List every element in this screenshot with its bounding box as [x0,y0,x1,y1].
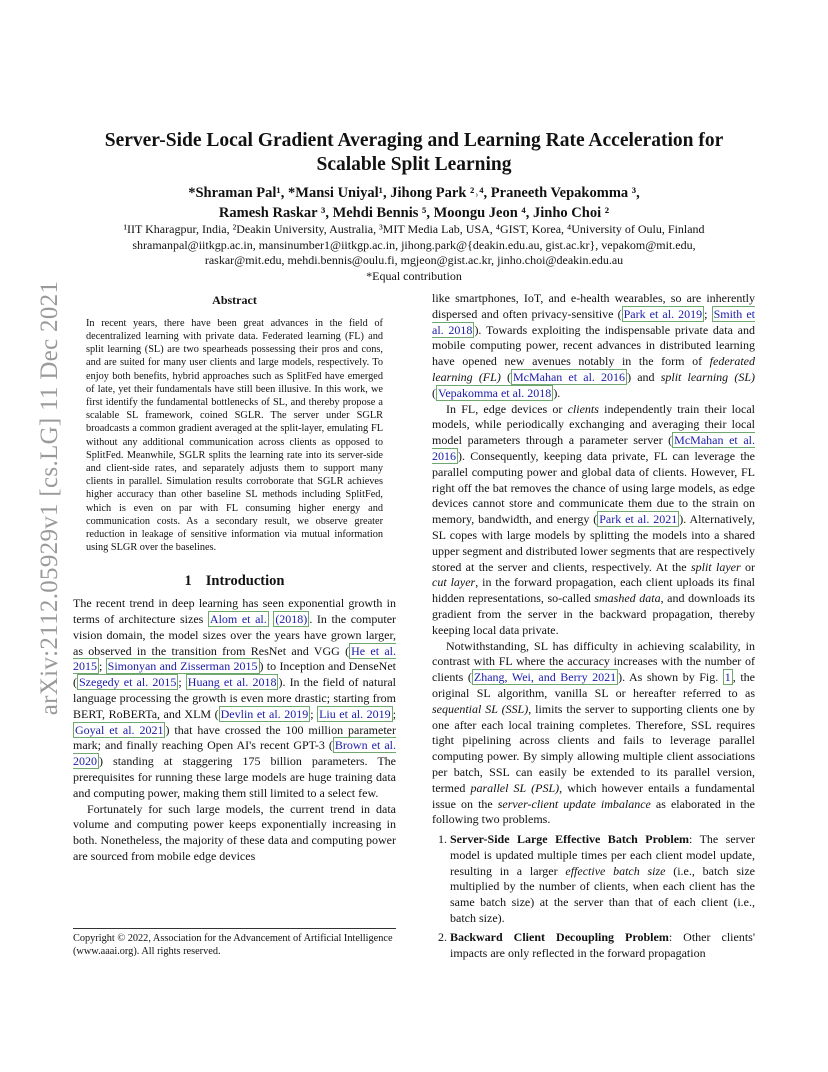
left-column [73,293,396,865]
email-line: raskar@mit.edu, mehdi.bennis@oulu.fi, mgjeon@gist.ac.kr, jinho.choi@deakin.edu.au [204,253,624,267]
body-paragraph: Notwithstanding, SL has difficulty in achieving scalability, in contrast with FL where the accuracy increases with the number of clients ( Zhang, Wei, and Berry 2021 ). As shown by Fig. 1 , the original SL algorithm, vanilla SL or hereafter referred to as sequential SL (SSL), limits the server to supporting clients one by one after each local training completes. Therefore, SSL requires tight pipelining across clients and fails to leverage parallel computing power. By simply allowing multiple client associations per batch, SSL can easily be extended to its parallel version, termed parallel SL (PSL), which however entails a fundamental issue on the server-client update imbalance as elaborated in the following two problems. [432,638,755,827]
affiliation-line: ¹IIT Kharagpur, India, ²Deakin University, Australia, ³MIT Media Lab, USA, ⁴GIST, Korea, ⁴University of Oulu, Finland [123,222,705,236]
list-item: 2. Backward Client Decoupling Problem: Other clients' impacts are only reflected in the forward propagation [450,930,755,962]
citation-link[interactable]: Huang et al. 2018 [187,675,277,690]
citation-link[interactable]: Park et al. 2021 [599,512,678,527]
intro-paragraph: The recent trend in deep learning has seen exponential growth in terms of architecture sizes Alom et al. (2018) . In the computer vision domain, the model sizes over the years have grown larger, as observed in the transition from ResNet and VGG ( He et al. 2015 ; Simonyan and Zisserman 2015 ) to Inception and DenseNet ( Szegedy et al. 2015 ; Huang et al. 2018 ). In the field of natural language processing the growth is even more drastic; starting from BERT, RoBERTa, and XLM ( Devlin et al. 2019 ; Liu et al. 2019 ; Goyal et al. 2021 ) that have crossed the 100 million parameter mark; and finally reaching Open AI's recent GPT-3 ( Brown et al. 2020 ) standing at staggering 175 billion parameters. The prerequisites for running these large models are huge training data and computing power, making them still limited to a select few. [73,596,397,800]
author-list [0,183,828,223]
right-column [432,291,755,964]
citation-link[interactable]: He et al. 2015 [73,643,396,674]
citation-link[interactable]: McMahan et al. 2016 [432,433,756,463]
body-paragraph: like smartphones, IoT, and e-health wearables, so are inherently dispersed and often privacy-sensitive ( Park et al. 2019 ; Smith et al. 2018 ). Towards exploiting the indispensable private data and mobile computing power, recent advances in distributed learning have opened new avenues notably in the form of federated learning (FL) ( McMahan et al. 2016 ) and split learning (SL) ( Vepakomma et al. 2018 ). [432,291,755,400]
citation-link[interactable]: Smith et al. 2018 [432,306,755,337]
citation-link[interactable]: Brown et al. 2020 [73,738,396,769]
copyright-footnote: Copyright © 2022, Association for the Advancement of Artificial Intelligence (www.aaai.org). All rights reserved. [73,928,396,958]
citation-link[interactable]: McMahan et al. 2016 [512,369,626,384]
title-line: Scalable Split Learning [316,154,512,175]
abstract-heading: Abstract [212,293,257,307]
citation-link[interactable]: Liu et al. 2019 [319,706,391,721]
citation-link[interactable]: Goyal et al. 2021 [75,722,164,737]
authors-line: Ramesh Raskar ³, Mehdi Bennis ⁵, Moongu Jeon ⁴, Jinho Choi ² [218,205,610,221]
intro-paragraph: Fortunately for such large models, the current trend in data volume and computing power keeps exponentially increasing in both. Nonetheless, the majority of these data and computing power are sourced from mobile edge devices [73,801,396,863]
citation-link[interactable]: Zhang, Wei, and Berry 2021 [473,670,617,685]
list-item: 1. Server-Side Large Effective Batch Problem: The server model is updated multiple times per each client model update, resulting in a larger effective batch size (i.e., batch size multiplied by the number of clients, when each client has the same batch size) at the server than that of each client (i.e., batch size). [450,832,755,927]
citation-link[interactable]: Devlin et al. 2019 [220,706,309,721]
citation-link[interactable]: Simonyan and Zisserman 2015 [107,659,258,674]
authors-line: *Shraman Pal¹, *Mansi Uniyal¹, Jihong Park ²˒⁴, Praneeth Vepakomma ³, [188,185,640,201]
abstract-text: In recent years, there have been great advances in the field of decentralized learning with private data. Federated learning (FL) and split learning (SL) are two spearheads possessing their pros and cons, and are suited for many user clients and large models, respectively. To enjoy both benefits, hybrid approaches such as SplitFed have emerged of late, yet their fundamentals have still been illusive. In this work, we first identify the fundamental bottlenecks of SL, and thereby propose a scalable SL framework, coined SGLR. The server under SGLR broadcasts a common gradient averaged at the split-layer, emulating FL without any additional communication across clients as opposed to SplitFed. Meanwhile, SGLR splits the learning rate into its server-side and client-side rates, and separately adjusts them to support many clients in parallel. Simulation results corroborate that SGLR achieves higher accuracy than other baseline SL methods including SplitFed, which is even on par with FL consuming higher energy and communication costs. As a secondary result, we observe greater reduction in leakage of sensitive information via mutual information using SLGR over the baselines. [86,317,383,554]
email-line: shramanpal@iitkgp.ac.in, mansinumber1@iitkgp.ac.in, jihong.park@{deakin.edu.au, gist.ac.kr}, vepakom@mit.edu, [132,237,696,252]
citation-link[interactable]: Vepakomma et al. 2018 [438,385,552,400]
title-line: Server-Side Local Gradient Averaging and Learning Rate Acceleration for [104,130,724,151]
paper-title [0,129,828,177]
body-paragraph: In FL, edge devices or clients independently train their local models, while periodically exchanging and averaging their local model parameters through a parameter server ( McMahan et al. 2016 ). Consequently, keeping data private, FL can leverage the parallel computing power and global data of clients. However, FL right off the bat removes the chance of using large models, as edge devices cannot store and communicate them due to the strain on memory, bandwidth, and energy ( Park et al. 2021 ). Alternatively, SL copes with large models by splitting the models into a shared upper segment and distributed lower segments that are respectively stored at the server and clients, respectively. At the split layer or cut layer, in the forward propagation, each client uploads its final hidden representations, so-called smashed data, and downloads its gradient from the server in the backward propagation, thereby keeping local data private. [432,401,756,637]
equal-contribution-note: *Equal contribution [366,268,462,283]
arxiv-stamp: arXiv:2112.05929v1 [cs.LG] 11 Dec 2021 [36,280,63,716]
citation-link[interactable]: Park et al. 2019 [623,306,703,321]
citation-link[interactable]: Alom et al. (2018) [209,612,308,627]
citation-link[interactable]: Szegedy et al. 2015 [79,675,177,690]
section-number: 1 [184,573,192,590]
figure-link[interactable]: 1 [724,670,731,685]
problem-list [432,832,755,961]
section-heading [73,574,396,590]
section-title: Introduction [205,573,285,590]
affiliations [0,222,828,284]
